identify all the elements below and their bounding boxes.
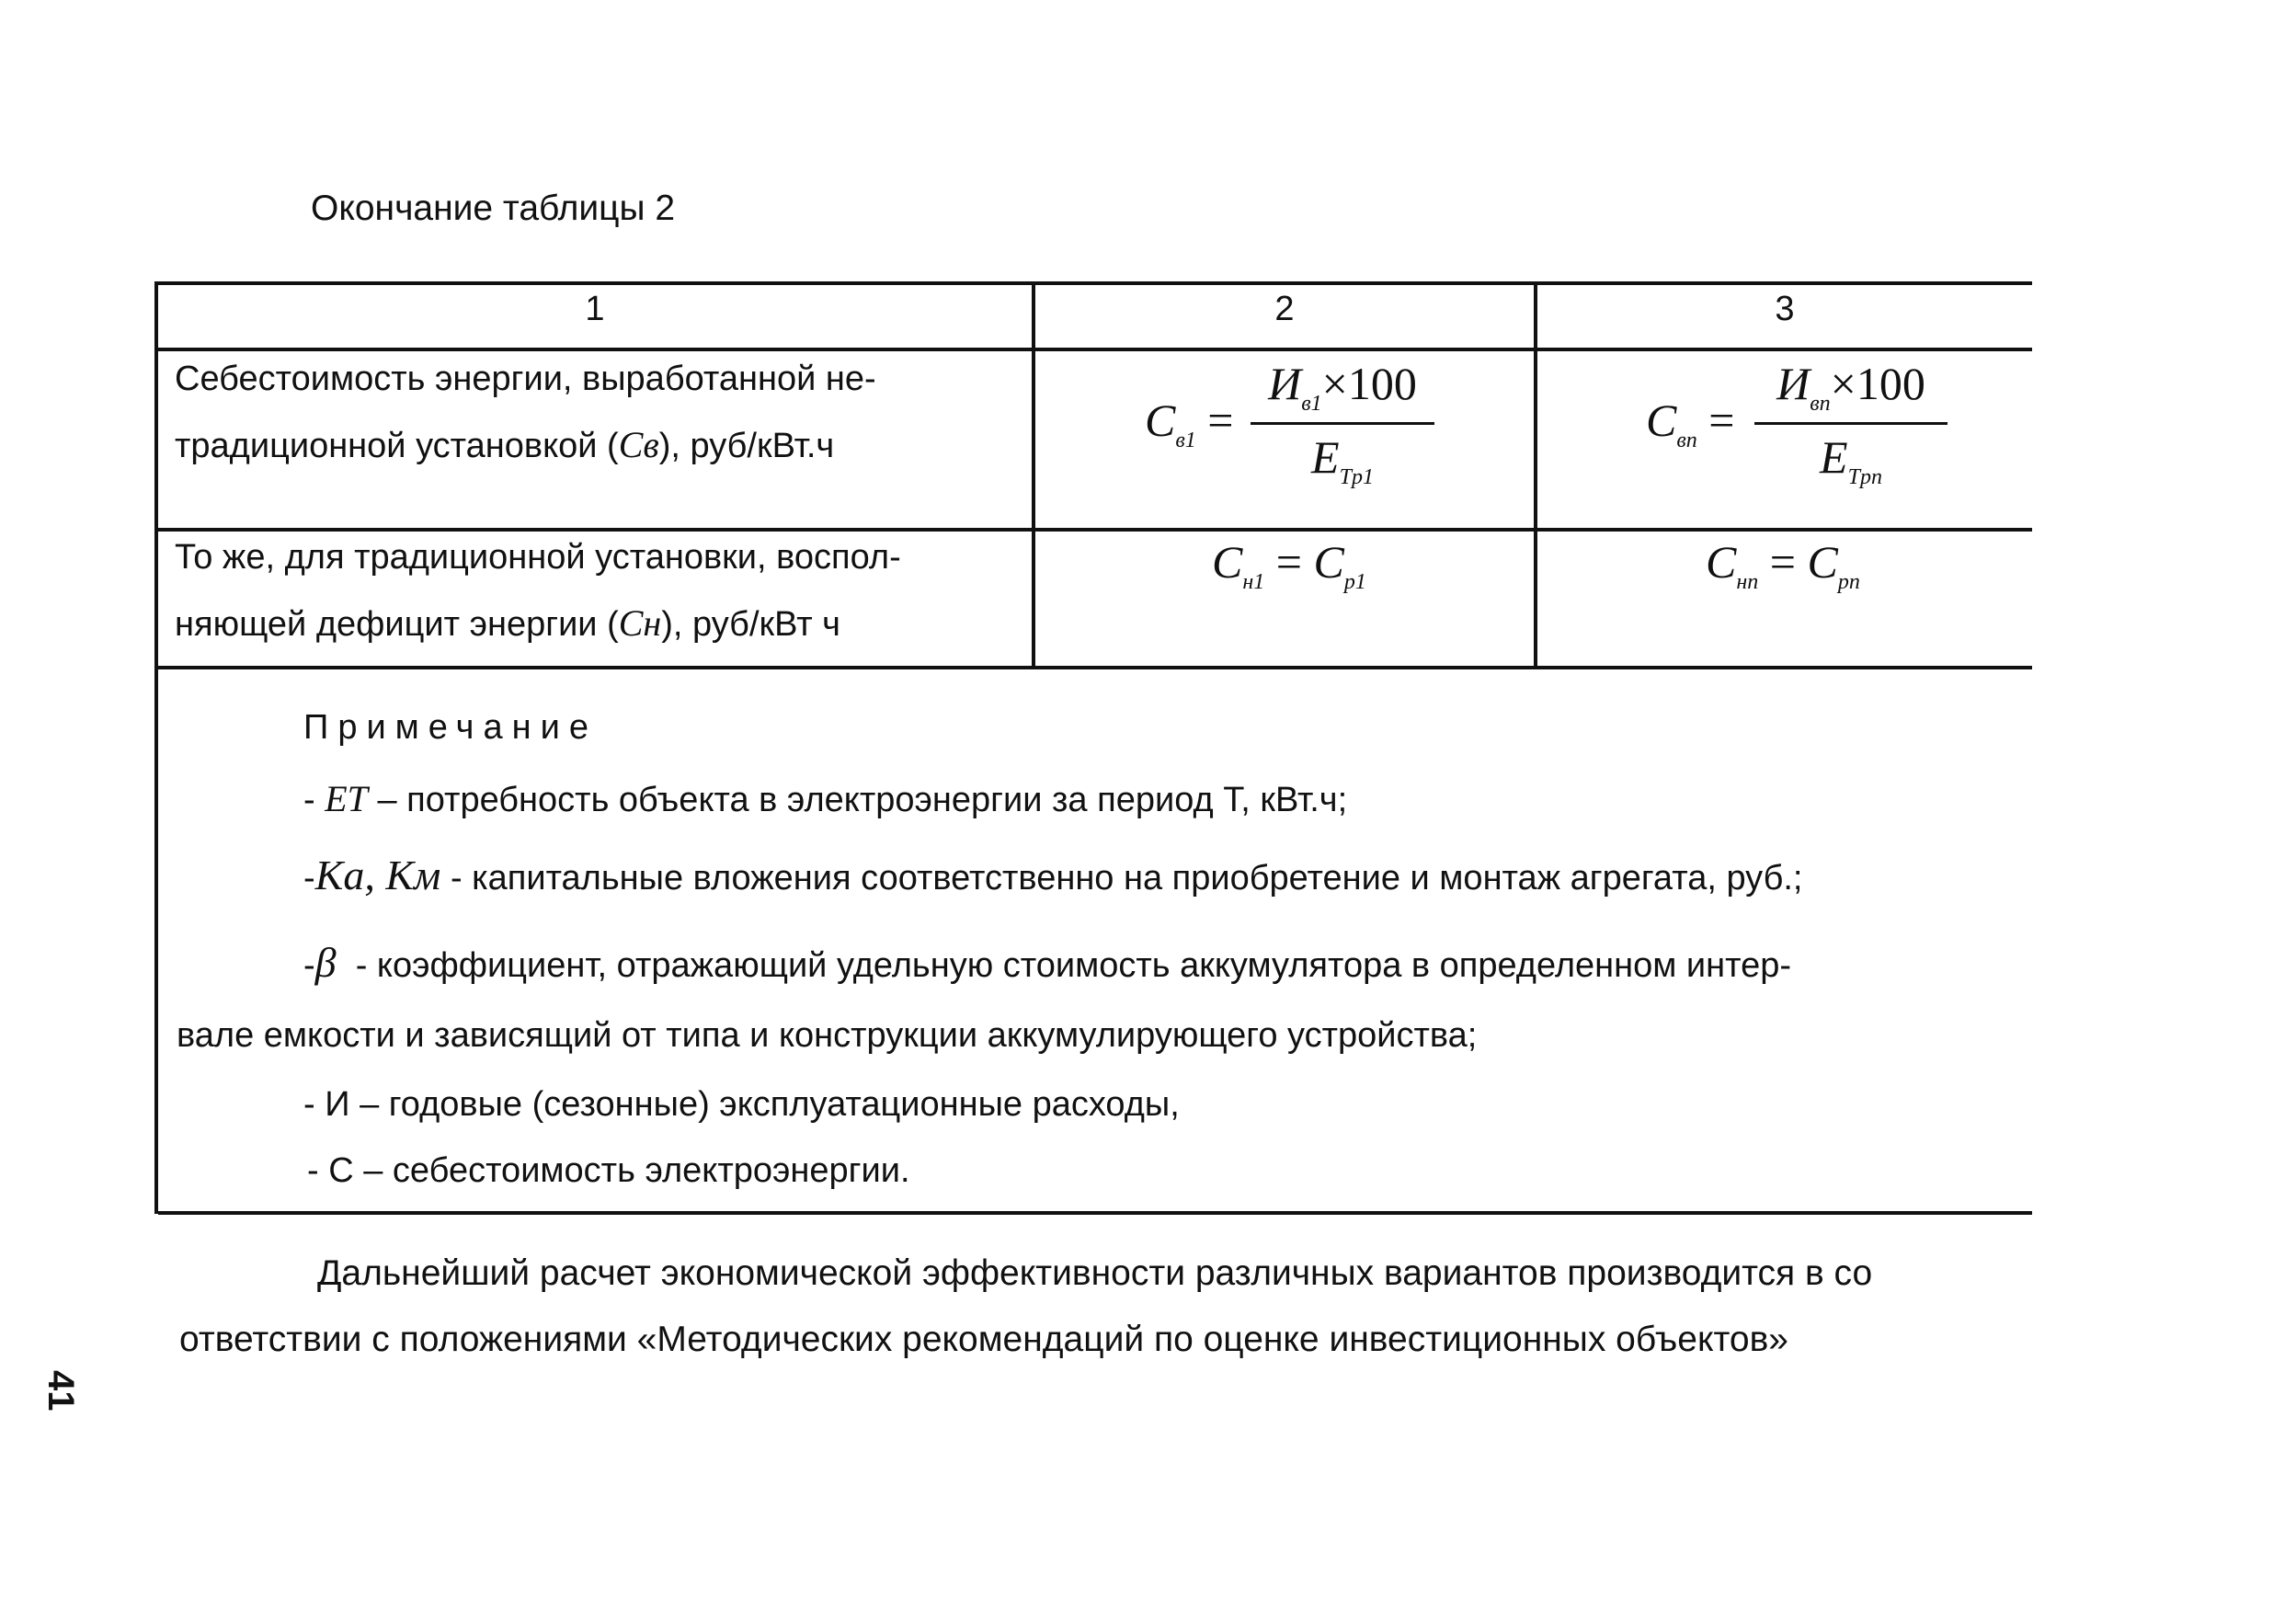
formula-cost-traditional-n: $C_{нn} = C_{рn}$ (1706, 536, 1860, 594)
fraction-col3: $И_{вn}\times 100$ $E_{Tрn}$ (1754, 357, 1948, 490)
formula-cost-nontraditional-1: $C_{в1}$ = (1145, 395, 1234, 452)
note-line-3a: -β - коэффициент, отражающий удельную стоимость аккумулятора в определенном интер- (303, 939, 1792, 986)
formula-cost-traditional-1: $C_{н1} = C_{р1}$ (1212, 536, 1366, 594)
row1-description: Себестоимость энергии, выработанной не- традиционной установкой (Cв), руб/кВт.ч (175, 360, 876, 465)
header-col-2: 2 (1274, 290, 1295, 328)
fraction-col2: $И_{в1}\times 100$ $E_{Tр1}$ (1251, 357, 1434, 490)
header-col-1: 1 (585, 290, 605, 328)
note-title: Примечание (303, 708, 598, 747)
row2-description: То же, для традиционной установки, воспол- няющей дефицит энергии (Cн), руб/кВт ч (175, 538, 901, 644)
note-line-4: - И – годовые (сезонные) эксплуатационные расходы, (303, 1085, 1180, 1124)
header-col-3: 3 (1775, 290, 1795, 328)
note-line-1: - ET – потребность объекта в электроэнергии за период T, кВт.ч; (303, 778, 1348, 819)
note-line-2: -Kа, Kм - капитальные вложения соответственно на приобретение и монтаж агрегата, руб.; (303, 852, 1803, 898)
table-caption: Окончание таблицы 2 (311, 189, 676, 228)
paragraph-line-1: Дальнейший расчет экономической эффективности различных вариантов производится в со (317, 1253, 1873, 1293)
note-line-3b: вале емкости и зависящий от типа и конструкции аккумулирующего устройства; (177, 1016, 1478, 1055)
note-line-5: - С – себестоимость электроэнергии. (307, 1151, 910, 1190)
row1-symbol: Cв (618, 424, 659, 465)
row2-symbol: Cн (618, 602, 662, 644)
page-number: 41 (40, 1370, 81, 1412)
formula-cost-nontraditional-n: $C_{вn}$ = (1646, 395, 1735, 452)
paragraph-line-2: ответствии с положениями «Методических рекомендаций по оценке инвестиционных объектов» (179, 1320, 1788, 1359)
